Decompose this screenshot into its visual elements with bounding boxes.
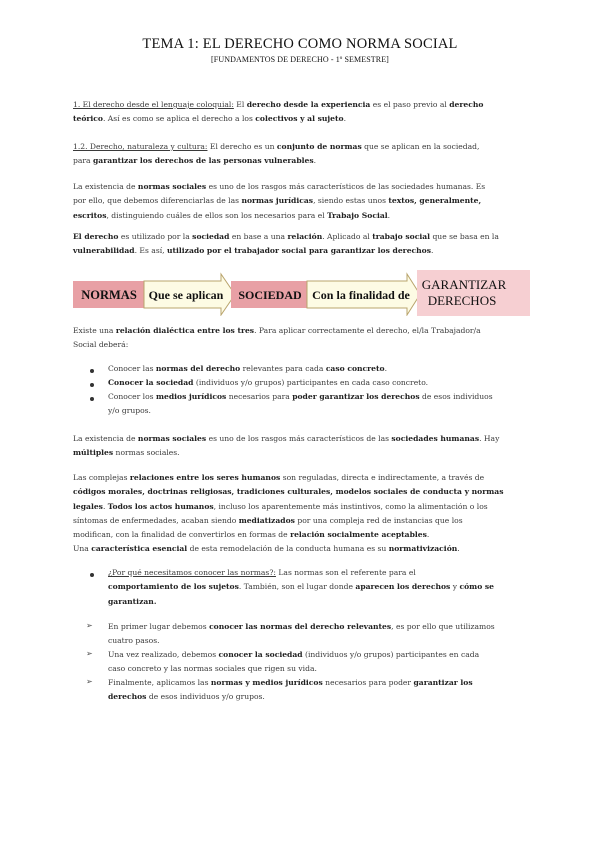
section-1-heading: 1. El derecho desde el lenguaje coloquial: [73, 100, 234, 109]
text: Conocer las [108, 364, 156, 373]
section-2-heading: 1.2. Derecho, naturaleza y cultura: [73, 142, 208, 151]
diagram-label-aplican: Que se aplican [148, 288, 224, 302]
text: , distinguiendo cuáles de ellos son los necesarios para el [106, 210, 328, 220]
text: Las normas son el referente para el [275, 568, 416, 577]
section-1-paragraph [73, 98, 529, 127]
text: . [457, 544, 460, 554]
bold-text: característica esencial [91, 544, 188, 554]
text: de esos individuos [419, 392, 493, 401]
bullet-item-3 [108, 390, 528, 419]
bold-text: cómo se [459, 582, 495, 592]
question-bullet [108, 566, 528, 609]
arrow-bullet-icon: ➢ [86, 677, 93, 686]
text: es utilizado por la [118, 232, 193, 241]
arrow-item-3 [108, 676, 528, 705]
text: en base a una [229, 232, 288, 241]
arrow-item-2 [108, 648, 528, 677]
text: Conocer los [108, 392, 156, 401]
arrow-bullet-icon: ➢ [86, 649, 93, 658]
text: , es por ello que utilizamos [391, 622, 495, 631]
text: Existe una [73, 326, 116, 335]
text: que se basa en la [430, 232, 499, 241]
bold-text: textos, generalmente, [388, 196, 482, 206]
bold-text: El derecho [73, 232, 119, 241]
text: que se aplican en la sociedad, [361, 142, 480, 151]
bold-text: garantizar los derechos de las personas vulnerables [92, 156, 314, 166]
bold-text: Trabajo Social [327, 210, 388, 220]
text: , siendo estas unos [313, 196, 389, 206]
diagram-label-finalidad: Con la finalidad de [312, 288, 410, 302]
text: El [233, 100, 247, 109]
text: . Aplicado al [322, 232, 373, 241]
bullet-dot [90, 573, 94, 577]
text: de esos individuos y/o grupos. [146, 692, 265, 702]
bold-text: utilizado por el trabajador social para garantizar los derechos [166, 246, 432, 256]
text: Social deberá: [73, 340, 129, 350]
bold-text: normativización [388, 544, 458, 554]
text: es el paso previo al [370, 100, 450, 109]
text: La existencia de [73, 182, 138, 191]
text: . [384, 364, 388, 373]
bold-text: Todos los actos humanos [107, 501, 214, 511]
text: El derecho es un [207, 142, 277, 151]
text: (individuos y/o grupos) participantes en cada [302, 650, 480, 659]
text: cuatro pasos. [108, 636, 160, 646]
text: es uno de los rasgos más característicos de las [206, 434, 392, 443]
text: . Para aplicar correctamente el derecho, el/la Trabajador/a [254, 326, 481, 335]
bold-text: conjunto de normas [276, 142, 362, 151]
text: y/o grupos. [108, 406, 151, 416]
arrow-item-1 [108, 620, 528, 649]
bold-text: derechos [108, 692, 147, 702]
bold-text: códigos morales, doctrinas religiosas, tradiciones culturales, modelos sociales de conducta y normas [73, 487, 504, 497]
bold-text: garantizan. [108, 596, 157, 606]
process-diagram [73, 270, 530, 316]
paragraph-relaciones-humanas [73, 471, 529, 557]
text: normas sociales. [113, 448, 180, 458]
text: . [431, 246, 434, 256]
text: . [426, 530, 430, 540]
text: caso concreto y las normas sociales que rigen su vida. [108, 664, 317, 674]
question-heading: ¿Por qué necesitamos conocer las normas?: [108, 568, 276, 577]
page-title: TEMA 1: EL DERECHO COMO NORMA SOCIAL [142, 36, 458, 52]
diagram-label-garantizar: GARANTIZAR [421, 277, 507, 292]
arrow-bullet-icon: ➢ [86, 621, 93, 630]
bold-text: normas sociales [137, 182, 207, 191]
bullet-dot [90, 369, 94, 373]
bold-text: vulnerabilidad [73, 246, 135, 256]
text: es uno de los rasgos más característicos de las sociedades humanas. Es [206, 182, 486, 191]
text: Una vez realizado, debemos [108, 650, 219, 659]
text: relevantes para cada [240, 364, 326, 373]
text: síntomas de enfermedades, acaban siendo [73, 515, 239, 525]
bold-text: comportamiento de los sujetos [108, 582, 239, 592]
text: . [313, 156, 317, 166]
bold-text: Conocer la sociedad [108, 378, 194, 387]
text: modifican, con la finalidad de convertirlos en formas de [73, 530, 291, 540]
text: por ello, que debemos diferenciarlas de las [73, 196, 242, 206]
bullet-dot [90, 397, 94, 401]
bold-text: normas del derecho [155, 364, 241, 373]
paragraph-normas-sociales [73, 180, 529, 223]
bold-text: teórico [73, 114, 103, 124]
bold-text: legales [73, 501, 103, 511]
bold-text: medios jurídicos [155, 392, 227, 401]
text: , incluso los aparentemente más instintivos, como la alimentación o los [213, 501, 488, 511]
bold-text: aparecen los derechos [355, 582, 451, 592]
bold-text: relación [287, 232, 323, 241]
paragraph-relacion-dialectica [73, 324, 529, 353]
bold-text: trabajo social [372, 232, 431, 241]
bullet-item-1 [108, 362, 528, 376]
bold-text: garantizar los [413, 678, 473, 687]
text: para [73, 156, 93, 166]
bold-text: relación socialmente aceptables [290, 530, 427, 540]
text: La existencia de [73, 434, 138, 443]
bold-text: conocer la sociedad [218, 650, 303, 659]
text: . [387, 210, 391, 220]
bold-text: caso concreto [325, 364, 385, 373]
text: por una compleja red de instancias que los [294, 515, 463, 525]
text: Las complejas [73, 473, 130, 482]
bold-text: relaciones entre los seres humanos [129, 473, 281, 482]
bold-text: mediatizados [238, 515, 295, 525]
text: En primer lugar debemos [108, 622, 210, 631]
bullet-item-2 [108, 376, 528, 390]
bold-text: relación dialéctica entre los tres [115, 326, 255, 335]
text: . Hay [479, 434, 500, 443]
section-2-paragraph [73, 140, 529, 169]
text: . También, son el lugar donde [238, 582, 356, 592]
text: Una [73, 544, 92, 554]
text: son reguladas, directa e indirectamente, a través de [280, 473, 485, 482]
text: . Así es como se aplica el derecho a los [102, 114, 256, 124]
bold-text: normas y medios jurídicos [210, 678, 323, 687]
diagram-label-derechos: DERECHOS [427, 293, 497, 308]
bold-text: múltiples [73, 448, 114, 458]
text: (individuos y/o grupos) participantes en cada caso concreto. [193, 378, 429, 387]
bold-text: sociedades humanas [391, 434, 480, 443]
bold-text: escritos [73, 210, 107, 220]
bold-text: sociedad [192, 232, 230, 241]
paragraph-normas-sociales-2 [73, 432, 529, 461]
bold-text: derecho desde la experiencia [246, 100, 371, 109]
diagram-label-normas: NORMAS [81, 288, 137, 302]
text: y [450, 582, 460, 592]
bold-text: derecho [449, 100, 484, 109]
text: de esta remodelación de la conducta humana es su [187, 544, 389, 554]
text: . [343, 114, 346, 124]
bold-text: normas sociales [137, 434, 207, 443]
text: . Es así, [134, 246, 167, 256]
bold-text: normas jurídicas [241, 196, 314, 206]
text: Finalmente, aplicamos las [108, 678, 211, 687]
page-subtitle: [FUNDAMENTOS DE DERECHO - 1º SEMESTRE] [211, 55, 389, 64]
text: necesarios para [226, 392, 293, 401]
bullet-dot [90, 383, 94, 387]
paragraph-el-derecho [73, 230, 529, 259]
diagram-label-sociedad: SOCIEDAD [238, 288, 302, 302]
bold-text: colectivos y al sujeto [255, 114, 344, 124]
bold-text: poder garantizar los derechos [292, 392, 420, 401]
text: necesarios para poder [322, 678, 414, 687]
bold-text: conocer las normas del derecho relevantes [209, 622, 392, 631]
text: . [102, 501, 108, 511]
